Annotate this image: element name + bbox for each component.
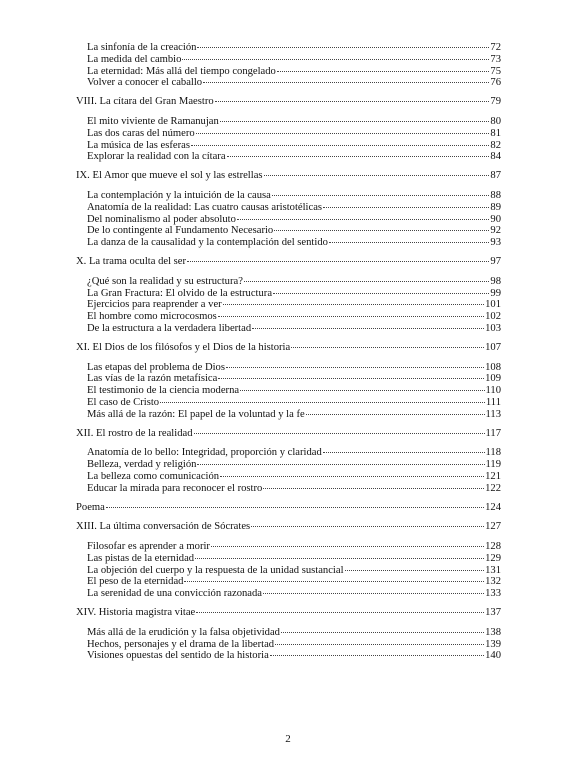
toc-entry-page-number: 93 [490,237,501,249]
toc-entry-page-number: 113 [485,408,501,420]
dot-leader [275,644,484,645]
toc-entry-title: Educar la mirada para reconocer el rostro [87,482,263,494]
toc-entry-title: Del nominalismo al poder absoluto [87,213,236,225]
toc-chapter[interactable] [76,256,501,268]
toc-chapter[interactable] [76,428,501,440]
dot-leader [223,304,484,305]
dot-leader [211,546,484,547]
dot-leader [251,526,484,527]
toc-entry-title: Las dos caras del número [87,127,195,139]
toc-entry-title: La belleza como comunicación [87,470,220,482]
toc-entry-title: Más allá de la razón: El papel de la voluntad y la fe [87,408,305,420]
toc-entry[interactable] [76,483,501,495]
toc-entry[interactable] [76,576,501,588]
toc-entry-page-number: 139 [485,638,501,650]
dot-leader [182,59,489,60]
toc-entry[interactable] [76,362,501,374]
toc-chapter-title: IX. El Amor que mueve el sol y las estrellas [76,170,263,182]
toc-entry[interactable] [76,311,501,323]
toc-entry-page-number: 109 [485,373,501,385]
dot-leader [215,101,490,102]
dot-leader [160,402,485,403]
toc-entry-page-number: 72 [490,42,501,53]
toc-entry[interactable] [76,639,501,651]
toc-entry[interactable] [76,276,501,288]
toc-entry-title: Filosofar es aprender a morir [87,541,210,553]
toc-entry[interactable] [76,128,501,140]
toc-entry-page-number: 118 [485,447,501,459]
toc-entry-page-number: 121 [485,470,501,482]
toc-entry-page-number: 119 [485,459,501,471]
toc-entry-page-number: 75 [490,65,501,77]
dot-leader [237,219,490,220]
toc-entry[interactable] [76,397,501,409]
toc-entry-page-number: 129 [485,552,501,564]
toc-entry[interactable] [76,588,501,600]
toc-entry-page-number: 131 [485,564,501,576]
toc-entry[interactable] [76,447,501,459]
toc-entry-title: ¿Qué son la realidad y su estructura? [87,275,243,287]
toc-entry-page-number: 88 [490,189,501,201]
toc-entry[interactable] [76,459,501,471]
toc-entry-page-number: 84 [490,151,501,163]
toc-entry-title: Visiones opuestas del sentido de la historia [87,650,269,662]
toc-entry[interactable] [76,541,501,553]
toc-entry[interactable] [76,54,501,66]
toc-entry-title: Explorar la realidad con la cítara [87,151,226,163]
toc-entry[interactable] [76,299,501,311]
toc-entry-page-number: 89 [490,201,501,213]
dot-leader [252,328,484,329]
toc-entry-page-number: 133 [485,588,501,600]
toc-entry[interactable] [76,77,501,89]
toc-entry[interactable] [76,202,501,214]
toc-chapter-page-number: 137 [485,607,501,619]
toc-chapter-page-number: 97 [490,255,501,267]
toc-chapter[interactable] [76,521,501,533]
toc-entry-title: La objeción del cuerpo y la respuesta de la unidad sustancial [87,564,344,576]
toc-chapter-title: VIII. La cítara del Gran Maestro [76,96,214,108]
toc-chapter-page-number: 127 [485,521,501,533]
toc-chapter-page-number: 117 [485,427,501,439]
toc-entry-page-number: 98 [490,275,501,287]
dot-leader [106,507,484,508]
toc-entry-title: Anatomía de la realidad: Las cuatro causas aristotélicas [87,201,323,213]
toc-entry[interactable] [76,650,501,662]
toc-entry[interactable] [76,190,501,202]
toc-entry-title: La Gran Fractura: El olvido de la estructura [87,287,273,299]
table-of-contents [76,42,501,662]
toc-chapter-page-number: 124 [485,501,501,513]
toc-entry[interactable] [76,151,501,163]
toc-entry-page-number: 111 [485,396,501,408]
toc-entry-page-number: 110 [485,385,501,397]
toc-entry-title: La sinfonía de la creación [87,42,197,53]
dot-leader [194,433,485,434]
toc-entry-page-number: 132 [485,576,501,588]
toc-chapter-title: XIII. La última conversación de Sócrates [76,521,251,533]
toc-entry-title: La contemplación y la intuición de la causa [87,189,271,201]
dot-leader [345,570,485,571]
dot-leader [277,71,490,72]
toc-chapter[interactable] [76,96,501,108]
toc-entry[interactable] [76,225,501,237]
toc-entry-title: Belleza, verdad y religión [87,459,197,471]
dot-leader [196,133,490,134]
dot-leader [196,612,484,613]
toc-entry-title: Las etapas del problema de Dios [87,361,225,373]
dot-leader [244,281,490,282]
toc-entry[interactable] [76,385,501,397]
dot-leader [195,558,484,559]
toc-entry-page-number: 73 [490,53,501,65]
dot-leader [218,378,484,379]
dot-leader [227,156,490,157]
toc-entry-title: El caso de Cristo [87,396,160,408]
toc-entry-page-number: 140 [485,650,501,662]
toc-chapter-title: XI. El Dios de los filósofos y el Dios de la historia [76,341,291,353]
toc-entry[interactable] [76,409,501,421]
dot-leader [218,316,484,317]
toc-entry-title: De lo contingente al Fundamento Necesario [87,225,274,237]
toc-entry[interactable] [76,116,501,128]
dot-leader [274,230,489,231]
toc-entry[interactable] [76,214,501,226]
dot-leader [203,82,489,83]
toc-entry-page-number: 138 [485,626,501,638]
toc-entry-page-number: 76 [490,77,501,89]
toc-entry[interactable] [76,288,501,300]
dot-leader [197,47,489,48]
toc-chapter[interactable] [76,607,501,619]
dot-leader [273,293,489,294]
toc-entry-title: Más allá de la erudición y la falsa objetividad [87,626,280,638]
toc-entry-page-number: 80 [490,115,501,127]
toc-entry-title: El mito viviente de Ramanujan [87,115,219,127]
toc-entry-title: Las vías de la razón metafísica [87,373,218,385]
toc-chapter-title: XII. El rostro de la realidad [76,427,193,439]
toc-chapter-page-number: 87 [490,170,501,182]
dot-leader [264,175,490,176]
dot-leader [323,452,485,453]
dot-leader [220,121,490,122]
toc-section-continuation [76,42,501,89]
dot-leader [272,195,490,196]
toc-entry-title: El peso de la eternidad [87,576,184,588]
dot-leader [187,261,489,262]
toc-entry-title: La serenidad de una convicción razonada [87,588,263,600]
toc-entry[interactable] [76,237,501,249]
toc-entry[interactable] [76,471,501,483]
toc-entry-title: Anatomía de lo bello: Integridad, proporción y claridad [87,447,322,459]
dot-leader [270,655,484,656]
toc-entry-title: Ejercicios para reaprender a ver [87,299,222,311]
page-number: 2 [285,733,291,745]
toc-entry-title: La música de las esferas [87,139,190,151]
dot-leader [240,390,484,391]
dot-leader [281,632,484,633]
toc-chapter[interactable] [76,502,501,514]
dot-leader [329,242,489,243]
dot-leader [306,414,485,415]
dot-leader [191,145,489,146]
dot-leader [323,207,489,208]
toc-entry-page-number: 108 [485,361,501,373]
toc-entry[interactable] [76,553,501,565]
toc-entry-page-number: 128 [485,541,501,553]
dot-leader [226,367,484,368]
dot-leader [291,347,484,348]
toc-chapters [76,96,501,662]
toc-entry[interactable] [76,66,501,78]
toc-entry[interactable] [76,373,501,385]
toc-entry-page-number: 82 [490,139,501,151]
dot-leader [197,464,484,465]
dot-leader [220,476,484,477]
toc-chapter-title: X. La trama oculta del ser [76,255,187,267]
toc-entry[interactable] [76,627,501,639]
toc-chapter-page-number: 79 [490,96,501,108]
toc-entry[interactable] [76,323,501,335]
toc-entry-page-number: 103 [485,322,501,334]
toc-entry[interactable] [76,140,501,152]
toc-entry-title: Hechos, personajes y el drama de la libertad [87,638,275,650]
toc-chapter-title: XIV. Historia magistra vitae [76,607,196,619]
toc-entry-page-number: 122 [485,482,501,494]
toc-entry-page-number: 92 [490,225,501,237]
dot-leader [263,593,484,594]
toc-entry-page-number: 102 [485,311,501,323]
toc-entry-page-number: 101 [485,299,501,311]
toc-entry[interactable] [76,565,501,577]
toc-entry-title: La danza de la causalidad y la contemplación del sentido [87,237,328,249]
toc-entry-title: La medida del cambio [87,53,182,65]
toc-chapter-page-number: 107 [485,341,501,353]
toc-entry-page-number: 90 [490,213,501,225]
toc-entry-title: Volver a conocer el caballo [87,77,203,89]
toc-entry-title: De la estructura a la verdadera libertad [87,322,252,334]
dot-leader [263,488,484,489]
toc-entry-title: El testimonio de la ciencia moderna [87,385,240,397]
toc-chapter[interactable] [76,170,501,182]
toc-entry-title: Las pistas de la eternidad [87,552,195,564]
toc-chapter[interactable] [76,342,501,354]
toc-entry-title: El hombre como microcosmos [87,311,217,323]
toc-entry-page-number: 81 [490,127,501,139]
toc-entry-page-number: 99 [490,287,501,299]
toc-chapter-title: Poema [76,501,105,513]
dot-leader [184,581,484,582]
toc-entry-title: La eternidad: Más allá del tiempo congelado [87,65,276,77]
toc-entry[interactable] [76,42,501,54]
